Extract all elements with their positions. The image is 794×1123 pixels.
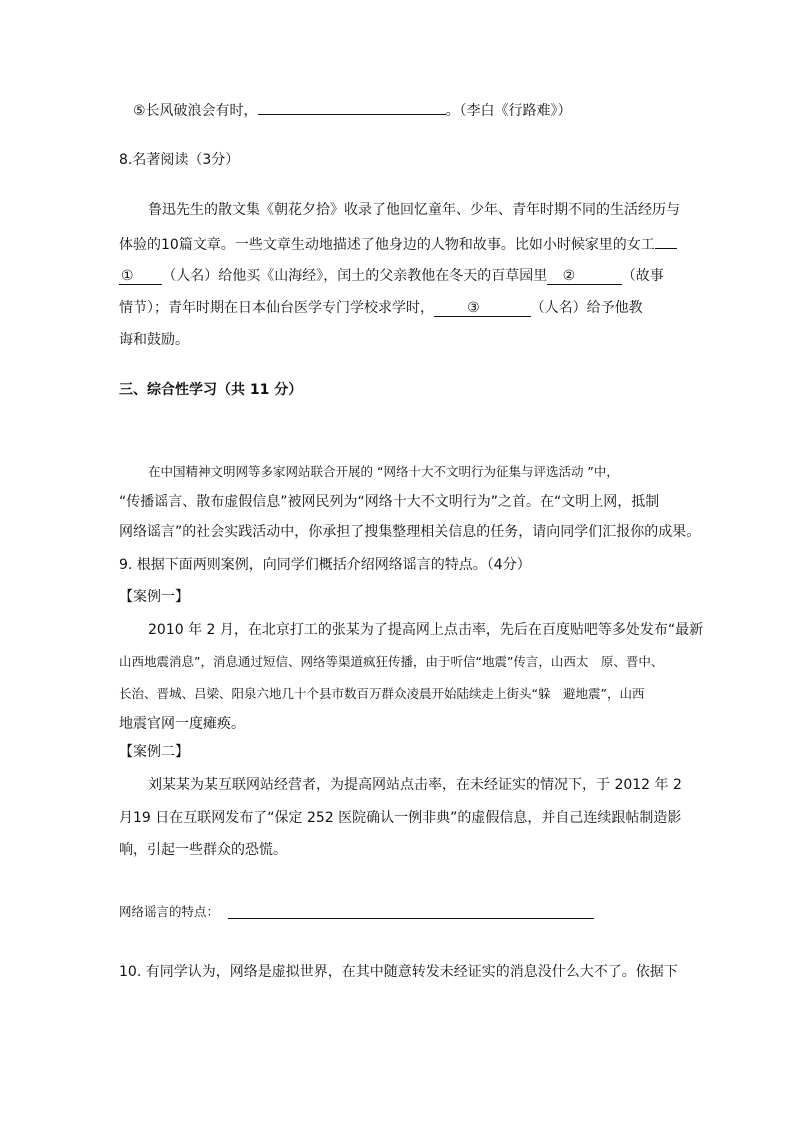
case1-line: 长治、晋城、吕梁、阳泉六地几十个县市数百万群众凌晨开始陆续走上街头“躲 避地震”，山西 <box>119 686 645 701</box>
answer-blank[interactable] <box>258 100 446 115</box>
q8-paragraph-line: 情节）；青年时期在日本仙台医学专门学校求学时， ③ （人名）给予他教 <box>119 300 643 316</box>
answer-blank-2[interactable]: ② <box>547 268 621 285</box>
case1-line: 山西地震消息”，消息通过短信、网络等渠道疯狂传播，由于听信“地震”传言，山西太 原、晋中、 <box>119 654 664 669</box>
poem-prefix: ⑤长风破浪会有时， <box>133 103 258 119</box>
q8-paragraph-line: 鲁迅先生的散文集《朝花夕拾》收录了他回忆童年、少年、青年时期不同的生活经历与 <box>148 202 680 218</box>
intro-line: “传播谣言、散布虚假信息”被网民列为“网络十大不文明行为”之首。在“文明上网，抵制 <box>119 494 660 510</box>
case2-line: 响，引起一些群众的恐慌。 <box>119 842 287 858</box>
answer-line[interactable] <box>228 918 594 919</box>
case2-line: 刘某某为某互联网站经营者，为提高网站点击率，在未经证实的情况下，于 2012 年 2 <box>148 777 682 793</box>
answer-label: 网络谣言的特点： <box>119 904 220 919</box>
q9-question: 9. 根据下面两则案例，向同学们概括介绍网络谣言的特点。（4分） <box>119 557 531 573</box>
intro-line: 在中国精神文明网等多家网站联合开展的 “网络十大不文明行为征集与评选活动 ”中， <box>148 464 619 479</box>
intro-line: 网络谣言”的社会实践活动中，你承担了搜集整理相关信息的任务，请向同学们汇报你的成果。 <box>119 524 701 540</box>
answer-blank-1[interactable]: ① <box>119 268 162 285</box>
answer-blank-1-start[interactable] <box>655 234 677 249</box>
case1-label: 【案例一】 <box>119 589 189 605</box>
section-heading: 三、综合性学习（共 11 分） <box>119 382 303 398</box>
q8-paragraph-line: 体验的10篇文章。一些文章生动地描述了他身边的人物和故事。比如小时候家里的女工 <box>119 234 677 255</box>
case2-label: 【案例二】 <box>119 744 189 760</box>
q8-paragraph-line: 诲和鼓励。 <box>119 332 189 348</box>
case1-line: 2010 年 2 月，在北京打工的张某为了提高网上点击率，先后在百度贴吧等多处发布“最新 <box>148 622 704 638</box>
case1-line: 地震官网一度瘫痪。 <box>119 716 245 732</box>
poem-fill-line <box>133 100 572 121</box>
q8-paragraph-line: ① （人名）给他买《山海经》，闰土的父亲教他在冬天的百草园里 ② （故事 <box>121 268 664 284</box>
poem-suffix: 。（李白《行路难》） <box>445 103 572 119</box>
q8-heading: 8.名著阅读（3分） <box>119 152 240 168</box>
case2-line: 月19 日在互联网发布了“保定 252 医院确认一例非典”的虚假信息，并自己连续跟帖制造影 <box>119 810 682 826</box>
answer-blank-3[interactable]: ③ <box>434 300 531 317</box>
q10-question: 10. 有同学认为，网络是虚拟世界，在其中随意转发未经证实的消息没什么大不了。依据下 <box>119 964 678 980</box>
